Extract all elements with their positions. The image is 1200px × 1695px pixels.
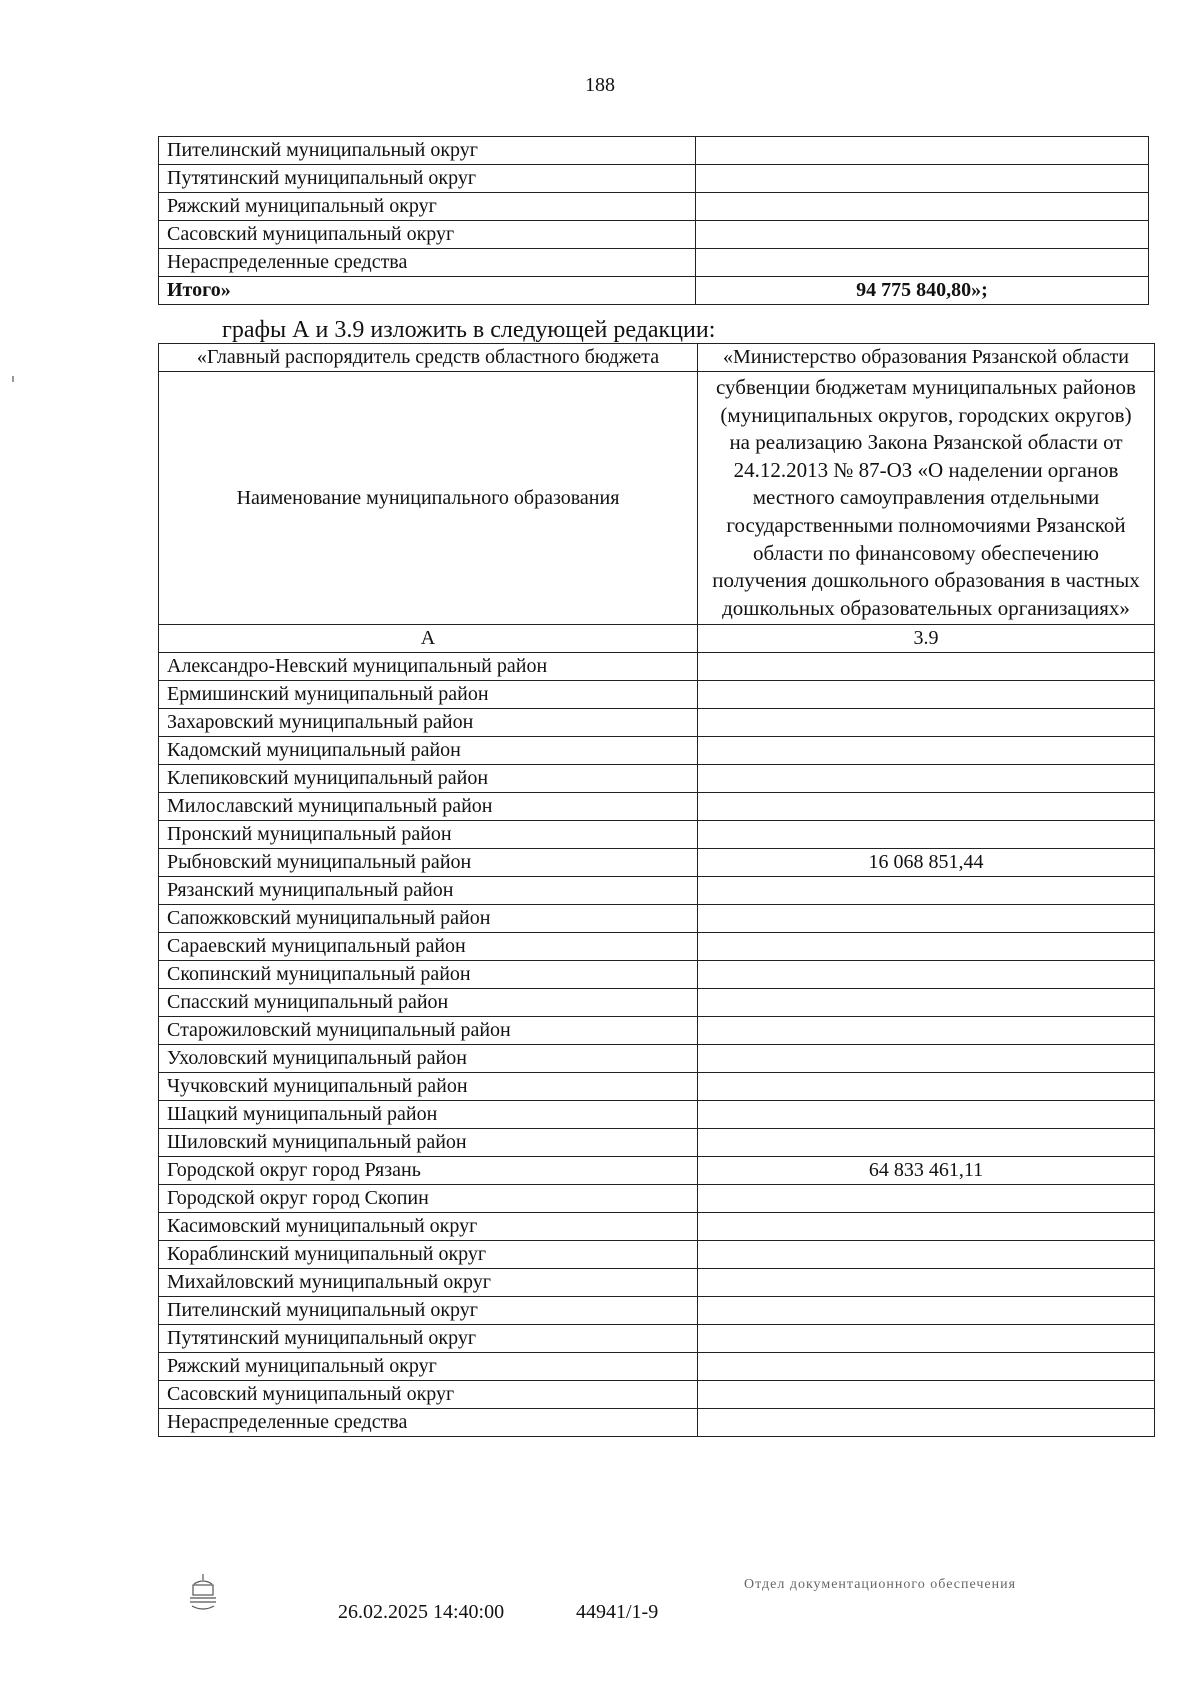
- row-name: Рыбновский муниципальный район: [159, 849, 698, 877]
- top-table: [158, 136, 1149, 305]
- table-row: [159, 961, 1155, 989]
- scan-mark: [12, 376, 14, 382]
- row-value: [698, 1381, 1155, 1409]
- row-value: [698, 765, 1155, 793]
- table-row: [159, 1325, 1155, 1353]
- table-row: [159, 1073, 1155, 1101]
- table-row: [159, 1269, 1155, 1297]
- table-row: [159, 137, 1149, 165]
- row-value: [698, 1073, 1155, 1101]
- row-value: [698, 653, 1155, 681]
- row-value: [696, 137, 1149, 165]
- row-value: [698, 961, 1155, 989]
- main-table: [158, 343, 1155, 1437]
- table-row: [159, 933, 1155, 961]
- column-code-a: А: [159, 625, 698, 653]
- row-name: Городской округ город Рязань: [159, 1157, 698, 1185]
- row-value: [698, 933, 1155, 961]
- row-name: Сасовский муниципальный округ: [159, 1381, 698, 1409]
- row-name: Захаровский муниципальный район: [159, 709, 698, 737]
- row-name: Пителинский муниципальный округ: [159, 1297, 698, 1325]
- row-name: Михайловский муниципальный округ: [159, 1269, 698, 1297]
- row-name: Путятинский муниципальный округ: [159, 165, 696, 193]
- row-value: [696, 165, 1149, 193]
- table-row: [159, 989, 1155, 1017]
- emblem-icon: [184, 1572, 222, 1617]
- row-value: [698, 821, 1155, 849]
- header-left: «Главный распорядитель средств областного бюджета: [159, 344, 698, 372]
- row-name: Пронский муниципальный район: [159, 821, 698, 849]
- column-description-row: [159, 372, 1155, 625]
- footer-date: 26.02.2025 14:40:00: [338, 1601, 505, 1623]
- table-row: [159, 193, 1149, 221]
- row-value: [698, 1297, 1155, 1325]
- table-row: [159, 1157, 1155, 1185]
- table-row: [159, 1045, 1155, 1073]
- row-name: Путятинский муниципальный округ: [159, 1325, 698, 1353]
- row-value: [698, 709, 1155, 737]
- row-name: Ермишинский муниципальный район: [159, 681, 698, 709]
- table-row: [159, 1101, 1155, 1129]
- column-name-label: Наименование муниципального образования: [159, 372, 698, 625]
- row-name: Кораблинский муниципальный округ: [159, 1241, 698, 1269]
- row-name: Кадомский муниципальный район: [159, 737, 698, 765]
- table-row: [159, 821, 1155, 849]
- table-row: [159, 653, 1155, 681]
- page-number: 188: [585, 74, 615, 96]
- table-row: [159, 1353, 1155, 1381]
- table-row: [159, 249, 1149, 277]
- footer-doc-number: 44941/1-9: [576, 1601, 659, 1623]
- table-row: [159, 1185, 1155, 1213]
- row-name: Городской округ город Скопин: [159, 1185, 698, 1213]
- row-name: Рязанский муниципальный район: [159, 877, 698, 905]
- row-name: Касимовский муниципальный округ: [159, 1213, 698, 1241]
- row-value: 16 068 851,44: [698, 849, 1155, 877]
- row-value: [698, 877, 1155, 905]
- row-value: [698, 1213, 1155, 1241]
- row-value: [696, 221, 1149, 249]
- row-value: [698, 1269, 1155, 1297]
- table-row: [159, 737, 1155, 765]
- row-name: Чучковский муниципальный район: [159, 1073, 698, 1101]
- row-value: [698, 1353, 1155, 1381]
- column-description: субвенции бюджетам муниципальных районов (муниципальных округов, городских округов) на реализацию Закона Рязанской области от 24.12.2013 № 87-ОЗ «О наделении органов местного самоуправления отдельными государственными полномочиями Рязанской области по финансовому обеспечению получения дошкольного образования в частных дошкольных образовательных организациях»: [698, 372, 1155, 625]
- table-row: [159, 709, 1155, 737]
- row-value: [698, 681, 1155, 709]
- row-value: [698, 1325, 1155, 1353]
- row-name: Старожиловский муниципальный район: [159, 1017, 698, 1045]
- row-name: Шацкий муниципальный район: [159, 1101, 698, 1129]
- table-row: [159, 1017, 1155, 1045]
- row-name: Пителинский муниципальный округ: [159, 137, 696, 165]
- row-value: [696, 193, 1149, 221]
- table-row: [159, 849, 1155, 877]
- row-name: Спасский муниципальный район: [159, 989, 698, 1017]
- table-row: [159, 221, 1149, 249]
- table-row: [159, 877, 1155, 905]
- row-name: Сапожковский муниципальный район: [159, 905, 698, 933]
- total-label: Итого»: [159, 277, 696, 305]
- row-value: [698, 793, 1155, 821]
- row-value: [698, 1017, 1155, 1045]
- footer-department: Отдел документационного обеспечения: [743, 1577, 1017, 1592]
- row-name: Сараевский муниципальный район: [159, 933, 698, 961]
- total-value: 94 775 840,80»;: [696, 277, 1149, 305]
- table-row: [159, 165, 1149, 193]
- total-row: [159, 277, 1149, 305]
- row-value: [698, 1129, 1155, 1157]
- row-name: Ряжский муниципальный округ: [159, 193, 696, 221]
- row-name: Ухоловский муниципальный район: [159, 1045, 698, 1073]
- table-row: [159, 905, 1155, 933]
- row-name: Клепиковский муниципальный район: [159, 765, 698, 793]
- row-value: [698, 1409, 1155, 1437]
- row-value: [698, 737, 1155, 765]
- column-codes-row: [159, 625, 1155, 653]
- row-value: [698, 905, 1155, 933]
- row-value: [698, 1045, 1155, 1073]
- column-code-b: 3.9: [698, 625, 1155, 653]
- row-name: Нераспределенные средства: [159, 249, 696, 277]
- row-name: Скопинский муниципальный район: [159, 961, 698, 989]
- row-name: Сасовский муниципальный округ: [159, 221, 696, 249]
- row-name: Александро-Невский муниципальный район: [159, 653, 698, 681]
- table-row: [159, 765, 1155, 793]
- table-row: [159, 793, 1155, 821]
- table-row: [159, 1241, 1155, 1269]
- row-value: [698, 1185, 1155, 1213]
- table-row: [159, 1297, 1155, 1325]
- row-value: [696, 249, 1149, 277]
- row-value: 64 833 461,11: [698, 1157, 1155, 1185]
- row-name: Ряжский муниципальный округ: [159, 1353, 698, 1381]
- row-name: Милославский муниципальный район: [159, 793, 698, 821]
- row-name: Нераспределенные средства: [159, 1409, 698, 1437]
- row-value: [698, 989, 1155, 1017]
- header-right: «Министерство образования Рязанской области: [698, 344, 1155, 372]
- table-row: [159, 1129, 1155, 1157]
- row-value: [698, 1241, 1155, 1269]
- header-row: [159, 344, 1155, 372]
- table-row: [159, 1409, 1155, 1437]
- table-row: [159, 1213, 1155, 1241]
- row-value: [698, 1101, 1155, 1129]
- row-name: Шиловский муниципальный район: [159, 1129, 698, 1157]
- table-row: [159, 1381, 1155, 1409]
- table-row: [159, 681, 1155, 709]
- intro-text: графы А и 3.9 изложить в следующей редакции:: [222, 317, 716, 343]
